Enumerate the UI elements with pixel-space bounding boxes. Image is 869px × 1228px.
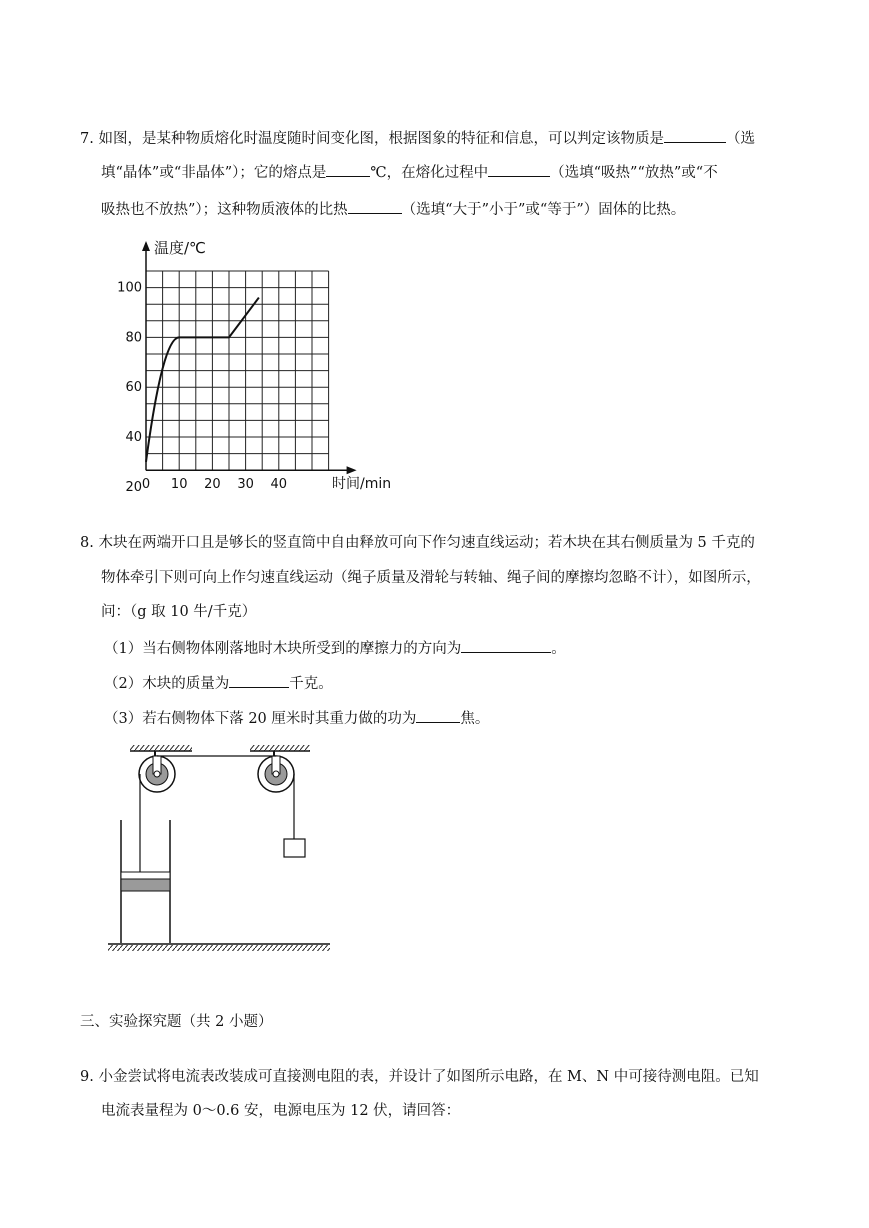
x-axis-arrow (347, 466, 357, 474)
x-tick-label: 30 (237, 477, 254, 493)
right-pulley (258, 751, 294, 792)
left-pulley (139, 751, 175, 792)
q9-line2: 电流表量程为 0～0.6 安，电源电压为 12 伏，请回答： (101, 1103, 461, 1119)
q9-line1: 9. 小金尝试将电流表改装成可直接测电阻的表，并设计了如图所示电路，在 M、N 中可接待测电阻。已知 (80, 1069, 759, 1085)
answer-blank (229, 673, 289, 688)
y-tick-label: 60 (125, 380, 142, 396)
q8-sub3: （3）若右侧物体下落 20 厘米时其重力做的功为 焦。 (104, 708, 489, 729)
y-tick-label: 20 (125, 479, 142, 495)
q8-line3: 问：（g 取 10 牛/千克） (101, 604, 257, 620)
q8-sub2: （2）木块的质量为 千克。 (104, 673, 333, 694)
ceiling-left (130, 745, 192, 751)
answer-blank (416, 708, 460, 723)
answer-blank (664, 128, 726, 143)
answer-blank (461, 638, 551, 653)
temperature-time-chart (104, 235, 404, 497)
x-tick-label: 20 (204, 477, 221, 493)
ground (108, 944, 330, 951)
q8-line2: 物体牵引下则可向上作匀速直线运动（绳子质量及滑轮与转轴、绳子间的摩擦均忽略不计），如图所示， (101, 570, 761, 586)
chart-axes (142, 241, 357, 474)
section-heading: 三、实验探究题（共 2 小题） (80, 1014, 273, 1030)
y-tick-label: 80 (125, 330, 142, 346)
x-tick-label: 10 (170, 477, 188, 493)
chart-tick-labels (117, 281, 287, 495)
q7-line2: 填“晶体”或“非晶体”）；它的熔点是 ℃，在熔化过程中 （选填“吸热”“放热”或“不 (101, 162, 718, 183)
chart-grid (146, 271, 329, 470)
pulley-diagram (100, 738, 340, 958)
answer-blank (488, 162, 550, 177)
y-tick-label: 100 (117, 280, 142, 296)
wood-block (121, 872, 170, 891)
q7-line3: 吸热也不放热”）；这种物质液体的比热 （选填“大于”小于”或“等于”）固体的比热。 (101, 199, 685, 220)
q8-line1: 8. 木块在两端开口且是够长的竖直筒中自由释放可向下作匀速直线运动；若木块在其右侧质量为 5 千克的 (80, 535, 755, 551)
y-axis-arrow (142, 241, 150, 251)
x-axis-label: 时间/min (332, 476, 392, 492)
hanging-weight (284, 839, 305, 857)
answer-blank (348, 199, 402, 214)
y-axis-label: 温度/℃ (154, 239, 206, 257)
ceiling-right (250, 745, 310, 751)
y-tick-label: 40 (125, 430, 142, 445)
q7-line1: 7. 如图，是某种物质熔化时温度随时间变化图，根据图象的特征和信息，可以判定该物质是 （选 (80, 128, 755, 149)
x-tick-label: 0 (141, 477, 151, 493)
q8-sub1: （1）当右侧物体刚落地时木块所受到的摩擦力的方向为 。 (104, 638, 566, 659)
answer-blank (326, 162, 370, 177)
x-tick-label: 40 (270, 477, 288, 493)
